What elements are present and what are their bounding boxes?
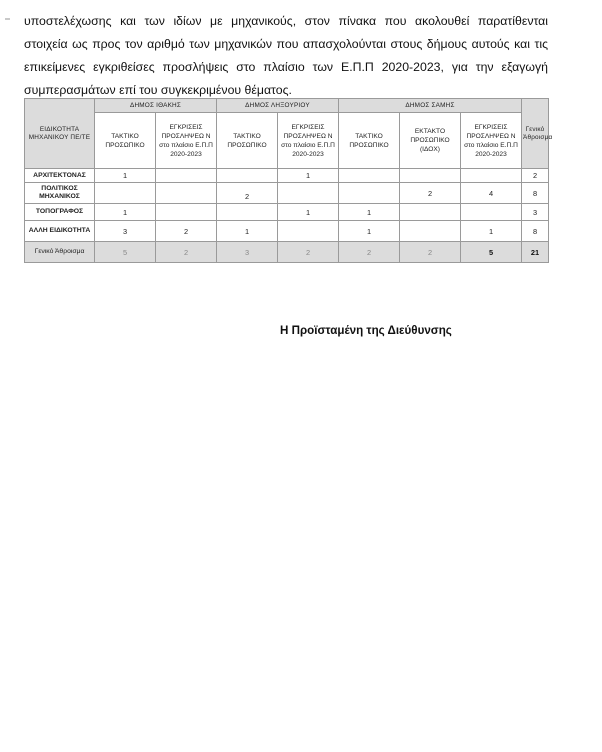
subheader-sami-regular: ΤΑΚΤΙΚΟ ΠΡΟΣΩΠΙΚΟ [339, 113, 400, 169]
paragraph-line: υποστελέχωσης και των ιδίων με μηχανικούς, στον πίνακα που ακολουθεί παρατίθενται [24, 14, 548, 28]
cell [400, 221, 461, 242]
cell [400, 204, 461, 221]
cell [461, 204, 522, 221]
cell [156, 204, 217, 221]
paragraph-line: συμπερασμάτων επί του συγκεκριμένου θέματος. [24, 83, 292, 97]
row-label: ΠΟΛΙΤΙΚΟΣ ΜΗΧΑΝΙΚΟΣ [25, 183, 95, 204]
cell: 1 [278, 169, 339, 183]
row-total: 8 [522, 221, 549, 242]
engineers-table [24, 98, 553, 263]
cell: 1 [461, 221, 522, 242]
total-cell: 3 [217, 242, 278, 263]
municipality-header-ithaki: ΔΗΜΟΣ ΙΘΑΚΗΣ [95, 99, 217, 113]
cell [339, 169, 400, 183]
table-row [25, 169, 549, 183]
subheader-ithaki-approved: ΕΓΚΡΙΣΕΙΣ ΠΡΟΣΛΗΨΕΩ Ν στο πλαίσιο Ε.Π.Π 2020-2023 [156, 113, 217, 169]
grand-total-cell: 21 [522, 242, 549, 263]
municipality-header-sami: ΔΗΜΟΣ ΣΑΜΗΣ [339, 99, 522, 113]
cell: 1 [339, 204, 400, 221]
cell: 1 [339, 221, 400, 242]
cell: 4 [461, 183, 522, 204]
cell: 2 [217, 183, 278, 204]
cell [400, 169, 461, 183]
total-cell: 2 [156, 242, 217, 263]
subheader-sami-approved: ΕΓΚΡΙΣΕΙΣ ΠΡΟΣΛΗΨΕΩ Ν στο πλαίσιο Ε.Π.Π 2020-2023 [461, 113, 522, 169]
totals-label: Γενικό Άθροισμα [25, 242, 95, 263]
signature-title: Η Προϊσταμένη της Διεύθυνσης [280, 324, 452, 337]
subheader-sami-temporary: ΕΚΤΑΚΤΟ ΠΡΟΣΩΠΙΚΟ (ΙΔΟΧ) [400, 113, 461, 169]
totals-row [25, 242, 549, 263]
total-cell: 5 [461, 242, 522, 263]
row-total: 3 [522, 204, 549, 221]
corner-header: ΕΙΔΙΚΟΤΗΤΑ ΜΗΧΑΝΙΚΟΥ ΠΕ/ΤΕ [25, 99, 95, 169]
scan-mark [5, 18, 10, 20]
total-cell: 2 [278, 242, 339, 263]
row-label: ΤΟΠΟΓΡΑΦΟΣ [25, 204, 95, 221]
grand-total-header: Γενικό Άθροισμα [522, 99, 549, 169]
cell: 2 [400, 183, 461, 204]
subheader-lixouri-approved: ΕΓΚΡΙΣΕΙΣ ΠΡΟΣΛΗΨΕΩ Ν στο πλαίσιο Ε.Π.Π 2020-2023 [278, 113, 339, 169]
cell [217, 169, 278, 183]
municipality-header-lixouri: ΔΗΜΟΣ ΛΗΞΟΥΡΙΟΥ [217, 99, 339, 113]
cell: 1 [95, 204, 156, 221]
subheader-ithaki-regular: ΤΑΚΤΙΚΟ ΠΡΟΣΩΠΙΚΟ [95, 113, 156, 169]
total-cell: 2 [400, 242, 461, 263]
cell [278, 221, 339, 242]
total-cell: 5 [95, 242, 156, 263]
cell [95, 183, 156, 204]
row-label: ΑΛΛΗ ΕΙΔΙΚΟΤΗΤΑ [25, 221, 95, 242]
cell [156, 183, 217, 204]
cell [461, 169, 522, 183]
cell [156, 169, 217, 183]
cell: 1 [217, 221, 278, 242]
subheader-lixouri-regular: ΤΑΚΤΙΚΟ ΠΡΟΣΩΠΙΚΟ [217, 113, 278, 169]
cell: 3 [95, 221, 156, 242]
cell [339, 183, 400, 204]
intro-paragraph [24, 10, 548, 102]
row-total: 8 [522, 183, 549, 204]
paragraph-line: επικείμενες εγκριθείσες προσλήψεις στο πλαίσιο των Ε.Π.Π 2020-2023, για την εξαγωγή [24, 60, 548, 74]
cell [278, 183, 339, 204]
paragraph-line: στοιχεία ως προς τον αριθμό των μηχανικών που απασχολούνται στους δήμους αυτούς και τις [24, 37, 548, 51]
table-row [25, 221, 549, 242]
total-cell: 2 [339, 242, 400, 263]
cell: 2 [156, 221, 217, 242]
cell [217, 204, 278, 221]
row-label: ΑΡΧΙΤΕΚΤΟΝΑΣ [25, 169, 95, 183]
table-row [25, 204, 549, 221]
table-row [25, 183, 549, 204]
cell: 1 [95, 169, 156, 183]
cell: 1 [278, 204, 339, 221]
row-total: 2 [522, 169, 549, 183]
